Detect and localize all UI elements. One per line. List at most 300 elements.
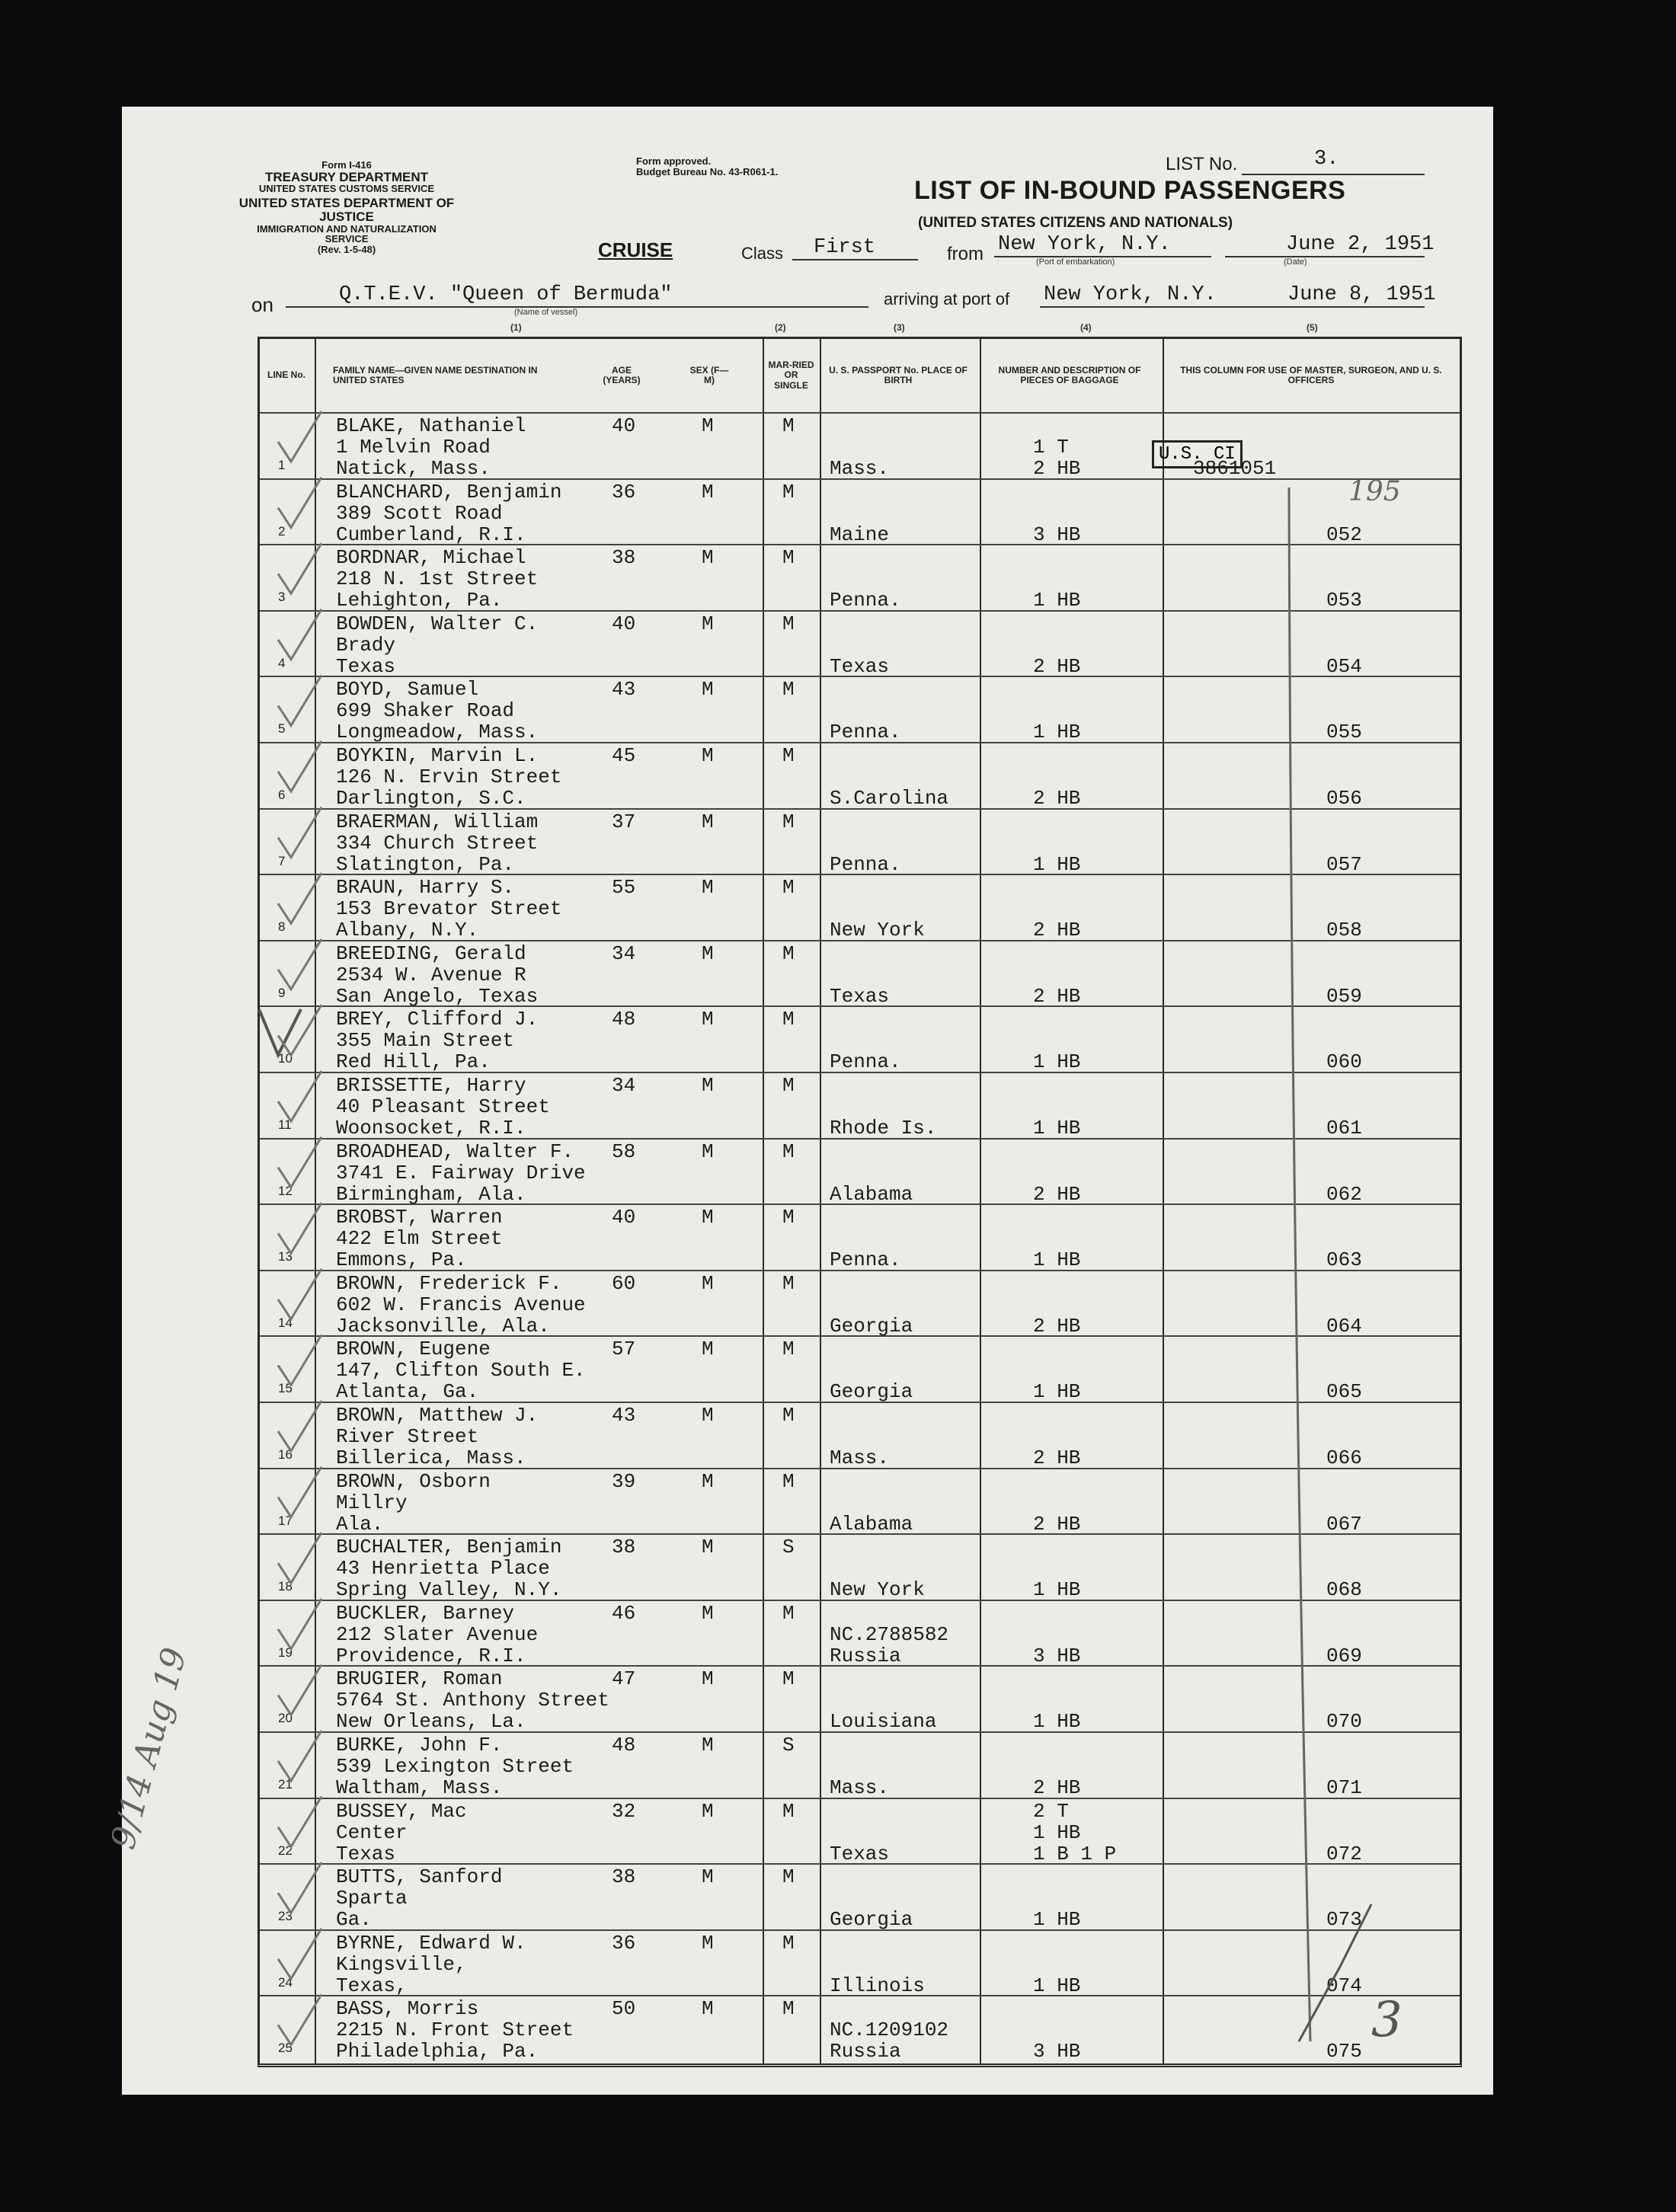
baggage-2: 2 HB	[1033, 457, 1081, 480]
passenger-address-1: Brady	[336, 633, 396, 657]
place-of-birth: Mass.	[830, 457, 890, 480]
vessel-name: Q.T.E.V. "Queen of Bermuda"	[339, 283, 673, 306]
passenger-marital-status: M	[782, 1140, 795, 1163]
passenger-sex: M	[702, 744, 714, 767]
place-of-birth: Rhode Is.	[830, 1117, 937, 1140]
form-number: Form I-416	[321, 159, 372, 171]
line-number: 7	[278, 853, 286, 868]
place-of-birth: Russia	[830, 1644, 901, 1667]
baggage-1: 2 T	[1033, 1799, 1069, 1823]
handwritten-mark: 3	[1371, 1992, 1403, 2048]
passenger-sex: M	[702, 1799, 714, 1823]
passenger-sex: M	[702, 1601, 714, 1625]
line-number: 16	[278, 1447, 293, 1462]
passenger-address-1: Center	[336, 1820, 408, 1844]
passenger-address-2: Texas	[336, 1842, 396, 1865]
check-mark	[278, 1797, 321, 1847]
passenger-address-1: 355 Main Street	[336, 1029, 515, 1053]
line-number: 15	[278, 1381, 293, 1396]
passenger-age: 47	[612, 1667, 636, 1691]
passenger-name: BORDNAR, Michael	[336, 546, 526, 570]
passenger-address-2: Texas	[336, 654, 396, 678]
passenger-address-1: 602 W. Francis Avenue	[336, 1293, 586, 1316]
passenger-sex: M	[702, 876, 714, 900]
passenger-sex: M	[702, 1997, 714, 2021]
passenger-name: BROWN, Frederick F.	[336, 1271, 562, 1295]
passenger-name: BUCHALTER, Benjamin	[336, 1536, 562, 1559]
check-mark	[278, 1731, 321, 1781]
class-label: Class	[741, 244, 784, 263]
passenger-age: 34	[612, 941, 636, 965]
col-baggage: NUMBER AND DESCRIPTION OF PIECES OF BAGGAGE	[998, 364, 1141, 385]
place-of-birth: Louisiana	[830, 1710, 937, 1734]
baggage-2: 1 HB	[1033, 1117, 1081, 1140]
check-mark	[278, 478, 321, 528]
baggage-2: 2 HB	[1033, 654, 1081, 678]
passenger-address-1: 212 Slater Avenue	[336, 1622, 539, 1646]
place-of-birth: Mass.	[830, 1446, 890, 1469]
passenger-marital-status: S	[782, 1734, 795, 1756]
place-of-birth: New York	[830, 1578, 925, 1602]
passenger-address-1: 153 Brevator Street	[336, 897, 562, 921]
officer-number: 055	[1326, 721, 1362, 744]
passenger-name: BROADHEAD, Walter F.	[336, 1140, 574, 1163]
baggage-2: 1 HB	[1033, 1974, 1081, 1997]
passenger-marital-status: M	[782, 414, 795, 437]
baggage-2: 1 HB	[1033, 1248, 1081, 1272]
manifest-sheet	[103, 107, 1493, 2095]
budget-number: Budget Bureau No. 43-R061-1.	[636, 165, 779, 177]
check-mark	[278, 939, 321, 989]
baggage-2: 2 HB	[1033, 1446, 1081, 1469]
passenger-address-1: 334 Church Street	[336, 831, 539, 855]
passenger-address-2: Waltham, Mass.	[336, 1776, 503, 1799]
col-officers: THIS COLUMN FOR USE OF MASTER, SURGEON, AND U. S. OFFICERS	[1180, 364, 1442, 385]
passenger-address-2: Lehighton, Pa.	[336, 589, 503, 612]
passenger-age: 40	[612, 1206, 636, 1229]
passenger-address-2: Emmons, Pa.	[336, 1248, 467, 1272]
check-mark	[278, 1533, 321, 1583]
check-mark	[278, 1467, 321, 1517]
line-number: 21	[278, 1777, 293, 1792]
revision: (Rev. 1-5-48)	[317, 244, 376, 256]
passenger-address-2: Darlington, S.C.	[336, 787, 526, 810]
check-mark	[278, 543, 321, 593]
check-mark	[278, 1664, 321, 1715]
passenger-address-1: 5764 St. Anthony Street	[336, 1689, 609, 1712]
officer-number: 068	[1326, 1578, 1362, 1602]
passenger-address-2: Birmingham, Ala.	[336, 1182, 526, 1206]
passenger-name: BROWN, Eugene	[336, 1338, 491, 1361]
passenger-name: BOYD, Samuel	[336, 678, 479, 702]
passenger-sex: M	[702, 1140, 714, 1163]
place-of-birth: Texas	[830, 654, 890, 678]
officer-number: 067	[1326, 1512, 1362, 1536]
passenger-address-2: Ala.	[336, 1512, 384, 1536]
passenger-sex: M	[702, 1008, 714, 1031]
passenger-age: 39	[612, 1469, 636, 1493]
place-of-birth: Penna.	[830, 1248, 901, 1272]
passenger-name: BRUGIER, Roman	[336, 1667, 503, 1691]
passenger-sex: M	[702, 546, 714, 570]
officer-number: 058	[1326, 919, 1362, 942]
officer-number: 065	[1326, 1380, 1362, 1404]
citizenship-stamp: U.S. CI	[1152, 440, 1243, 468]
customs-service: UNITED STATES CUSTOMS SERVICE	[258, 183, 435, 195]
passenger-age: 37	[612, 810, 636, 833]
line-number: 14	[278, 1315, 293, 1330]
passenger-marital-status: M	[782, 1074, 795, 1097]
list-label: LIST No.	[1166, 154, 1238, 174]
place-of-birth: Alabama	[830, 1182, 913, 1206]
passenger-age: 38	[612, 1536, 636, 1559]
passenger-age: 48	[612, 1734, 636, 1756]
passenger-age: 45	[612, 744, 636, 767]
passenger-marital-status: M	[782, 1271, 795, 1295]
officer-number: 062	[1326, 1182, 1362, 1206]
passenger-address-2: San Angelo, Texas	[336, 984, 539, 1008]
passenger-sex: M	[702, 1667, 714, 1691]
officer-number: 054	[1326, 654, 1362, 678]
line-number: 11	[278, 1117, 292, 1132]
passenger-marital-status: M	[782, 1667, 795, 1691]
line-number: 2	[278, 523, 286, 539]
passenger-sex: M	[702, 1931, 714, 1955]
place-of-birth: Penna.	[830, 589, 901, 612]
passenger-sex: M	[702, 612, 714, 635]
passenger-address-1: 389 Scott Road	[336, 501, 503, 525]
passenger-name: BREY, Clifford J.	[336, 1008, 539, 1031]
baggage-2: 1 HB	[1033, 852, 1081, 876]
col-number-1: (1)	[510, 322, 522, 333]
officer-number: 070	[1326, 1710, 1362, 1734]
col-married: MAR-RIED OR SINGLE	[768, 360, 814, 391]
passenger-marital-status: M	[782, 480, 795, 503]
passenger-address-1: 3741 E. Fairway Drive	[336, 1161, 586, 1184]
passenger-address-1: 43 Henrietta Place	[336, 1557, 550, 1581]
baggage-2: 1 HB	[1033, 1380, 1081, 1404]
line-number: 24	[278, 1974, 293, 1990]
passenger-marital-status: M	[782, 744, 795, 767]
place-of-birth: Maine	[830, 523, 890, 546]
passenger-name: BASS, Morris	[336, 1997, 479, 2021]
line-number: 3	[278, 590, 286, 605]
passenger-address-1: 539 Lexington Street	[336, 1755, 574, 1778]
line-number: 23	[278, 1909, 293, 1924]
place-of-birth: Illinois	[830, 1974, 925, 1997]
passenger-age: 38	[612, 546, 636, 570]
passenger-address-2: Slatington, Pa.	[336, 852, 515, 876]
line-number: 8	[278, 919, 286, 935]
officer-number: 075	[1326, 2040, 1362, 2063]
passenger-marital-status: M	[782, 546, 795, 570]
passenger-name: BRISSETTE, Harry	[336, 1074, 526, 1097]
passenger-address-2: Albany, N.Y.	[336, 919, 479, 942]
passenger-name: BLANCHARD, Benjamin	[336, 480, 562, 503]
baggage-2: 2 HB	[1033, 919, 1081, 942]
arriving-label: arriving at port of	[884, 289, 1010, 308]
passenger-marital-status: M	[782, 1008, 795, 1031]
place-of-birth: S.Carolina	[830, 787, 949, 810]
passenger-address-1: 218 N. 1st Street	[336, 567, 539, 591]
passenger-address-2: Jacksonville, Ala.	[336, 1314, 550, 1338]
place-of-birth: Mass.	[830, 1776, 890, 1799]
baggage-2: 2 HB	[1033, 1314, 1081, 1338]
passenger-name: BREEDING, Gerald	[336, 941, 526, 965]
arrival-port: New York, N.Y.	[1044, 283, 1217, 306]
line-number: 1	[278, 458, 286, 472]
col-passport: U. S. PASSPORT No. PLACE OF BIRTH	[829, 364, 968, 385]
vessel-caption: (Name of vessel)	[514, 308, 578, 317]
place-of-birth: Texas	[830, 1842, 890, 1865]
line-number: 19	[278, 1645, 293, 1660]
handwritten-count: 195	[1348, 476, 1401, 507]
passenger-address-1: Kingsville,	[336, 1952, 467, 1976]
passenger-age: 34	[612, 1074, 636, 1097]
passenger-sex: M	[702, 1469, 714, 1493]
place-of-birth: Penna.	[830, 852, 901, 876]
check-mark	[278, 1137, 321, 1188]
passenger-address-1: Millry	[336, 1491, 408, 1514]
passenger-name: BYRNE, Edward W.	[336, 1931, 526, 1955]
passenger-age: 60	[612, 1271, 636, 1295]
line-number: 22	[278, 1843, 293, 1858]
passenger-marital-status: M	[782, 678, 795, 702]
baggage-2: 1 HB	[1033, 589, 1081, 612]
passenger-marital-status: M	[782, 941, 795, 965]
arrival-date: June 8, 1951	[1287, 283, 1436, 306]
passenger-age: 48	[612, 1008, 636, 1031]
class-value: First	[814, 236, 876, 259]
passenger-address-1: 1 Melvin Road	[336, 436, 491, 459]
from-port-caption: (Port of embarkation)	[1036, 257, 1115, 267]
col-age: AGE (YEARS)	[603, 364, 641, 385]
officer-number: 053	[1326, 589, 1362, 612]
baggage-2: 2 HB	[1033, 984, 1081, 1008]
passenger-address-2: Ga.	[336, 1908, 372, 1932]
cruise-label: CRUISE	[598, 238, 673, 261]
check-mark	[278, 741, 321, 791]
passenger-name: BRAERMAN, William	[336, 810, 539, 833]
passenger-age: 43	[612, 678, 636, 702]
officer-number: 059	[1326, 984, 1362, 1008]
line-number: 20	[278, 1711, 293, 1726]
passenger-name: BROWN, Osborn	[336, 1469, 491, 1493]
baggage-2: 2 HB	[1033, 787, 1081, 810]
check-mark	[278, 1599, 321, 1649]
check-mark	[278, 609, 321, 660]
passenger-address-2: Red Hill, Pa.	[336, 1050, 491, 1074]
check-mark	[278, 411, 321, 462]
passenger-marital-status: M	[782, 1997, 795, 2021]
baggage-2: 1 HB	[1033, 1050, 1081, 1074]
list-number: 3.	[1314, 148, 1339, 171]
line-number: 17	[278, 1513, 293, 1528]
place-of-birth: Alabama	[830, 1512, 913, 1536]
passenger-name: BROBST, Warren	[336, 1206, 503, 1229]
passenger-address-1: 126 N. Ervin Street	[336, 766, 562, 788]
check-mark	[278, 1929, 321, 1979]
passenger-age: 43	[612, 1404, 636, 1427]
passenger-sex: M	[702, 1734, 714, 1756]
passenger-age: 55	[612, 876, 636, 900]
passenger-name: BOYKIN, Marvin L.	[336, 744, 539, 767]
passenger-marital-status: M	[782, 876, 795, 900]
passenger-address-2: Providence, R.I.	[336, 1644, 526, 1667]
form-subtitle: (UNITED STATES CITIZENS AND NATIONALS)	[918, 215, 1233, 231]
baggage-2: 1 HB	[1033, 1908, 1081, 1932]
passenger-address-2: Atlanta, Ga.	[336, 1380, 479, 1404]
line-number: 4	[278, 655, 286, 670]
passenger-marital-status: S	[782, 1536, 795, 1559]
handwritten-margin-note: 9/14 Aug 19	[103, 1643, 195, 1854]
from-label: from	[947, 244, 984, 264]
place-of-birth: Georgia	[830, 1380, 913, 1404]
col-sex: SEX (F—M)	[689, 364, 729, 385]
passenger-address-1: 2534 W. Avenue R	[336, 963, 526, 986]
ins-service: IMMIGRATION AND NATURALIZATION SERVICE	[257, 222, 437, 245]
officer-number: 073	[1326, 1908, 1362, 1932]
passenger-address-2: Texas,	[336, 1974, 408, 1997]
check-mark	[278, 873, 321, 923]
check-mark	[278, 1071, 321, 1121]
passenger-sex: M	[702, 1271, 714, 1295]
passenger-marital-status: M	[782, 1601, 795, 1625]
passenger-sex: M	[702, 941, 714, 965]
passenger-marital-status: M	[782, 1206, 795, 1229]
passenger-address-2: Spring Valley, N.Y.	[336, 1578, 562, 1602]
baggage-3: 1 B 1 P	[1033, 1842, 1117, 1865]
line-number: 13	[278, 1249, 293, 1264]
passenger-address-2: Billerica, Mass.	[336, 1446, 526, 1469]
place-of-birth: Georgia	[830, 1908, 913, 1932]
officer-number: 052	[1326, 523, 1362, 546]
passenger-address-1: 147, Clifton South E.	[336, 1359, 586, 1382]
col-number-3: (3)	[894, 322, 905, 333]
place-of-birth: Russia	[830, 2040, 901, 2063]
line-number: 18	[278, 1579, 293, 1594]
baggage-2: 1 HB	[1033, 1820, 1081, 1844]
from-date: June 2, 1951	[1286, 233, 1435, 256]
passenger-name: BOWDEN, Walter C.	[336, 612, 539, 635]
passenger-address-1: Sparta	[336, 1887, 408, 1910]
passenger-sex: M	[702, 414, 714, 437]
officer-number: 057	[1326, 852, 1362, 876]
passenger-marital-status: M	[782, 612, 795, 635]
passenger-address-2: Woonsocket, R.I.	[336, 1117, 526, 1140]
officer-number: 060	[1326, 1050, 1362, 1074]
passenger-address-1: 699 Shaker Road	[336, 699, 515, 723]
passenger-name: BLAKE, Nathaniel	[336, 414, 526, 437]
baggage-2: 2 HB	[1033, 1182, 1081, 1206]
line-number: 10	[278, 1051, 293, 1066]
passenger-sex: M	[702, 1404, 714, 1427]
officer-number: 056	[1326, 787, 1362, 810]
passenger-marital-status: M	[782, 1338, 795, 1361]
place-of-birth: Georgia	[830, 1314, 913, 1338]
passenger-address-1: 422 Elm Street	[336, 1227, 503, 1251]
passenger-sex: M	[702, 1536, 714, 1559]
passenger-address-1: 40 Pleasant Street	[336, 1095, 550, 1118]
baggage-2: 3 HB	[1033, 1644, 1081, 1667]
col-name: FAMILY NAME—GIVEN NAME DESTINATION IN UNITED STATES	[333, 364, 538, 385]
line-number: 6	[278, 788, 286, 802]
place-of-birth: New York	[830, 919, 925, 942]
line-number: 5	[278, 721, 286, 737]
check-mark	[278, 1862, 321, 1913]
col-number-4: (4)	[1080, 322, 1092, 333]
passenger-marital-status: M	[782, 1469, 795, 1493]
check-mark	[278, 1335, 321, 1385]
passenger-marital-status: M	[782, 1865, 795, 1889]
check-mark	[278, 807, 321, 858]
row-check-marks	[122, 107, 1493, 2095]
col-number-2: (2)	[775, 322, 786, 333]
officer-number: 069	[1326, 1644, 1362, 1667]
check-mark	[278, 1203, 321, 1253]
line-number: 25	[278, 2041, 293, 2056]
passenger-address-1: River Street	[336, 1425, 479, 1448]
passenger-name: BUCKLER, Barney	[336, 1601, 515, 1625]
col-number-5: (5)	[1307, 322, 1318, 333]
on-label: on	[251, 293, 273, 316]
passenger-address-2: Natick, Mass.	[336, 457, 491, 480]
passenger-address-1: 2215 N. Front Street	[336, 2019, 574, 2042]
officer-number: 074	[1326, 1974, 1362, 1997]
passenger-name: BUSSEY, Mac	[336, 1799, 467, 1823]
baggage-2: 2 HB	[1033, 1512, 1081, 1536]
passenger-name: BRAUN, Harry S.	[336, 876, 515, 900]
baggage-2: 1 HB	[1033, 1578, 1081, 1602]
passport-number: NC.2788582	[830, 1622, 949, 1646]
justice-dept: UNITED STATES DEPARTMENT OF JUSTICE	[238, 196, 455, 224]
passport-number: NC.1209102	[830, 2019, 949, 2042]
place-of-birth: Texas	[830, 984, 890, 1008]
passenger-age: 38	[612, 1865, 636, 1889]
passenger-address-2: Philadelphia, Pa.	[336, 2040, 539, 2063]
line-number: 9	[278, 985, 286, 1000]
passenger-age: 57	[612, 1338, 636, 1361]
passenger-address-2: New Orleans, La.	[336, 1710, 526, 1734]
passenger-age: 36	[612, 480, 636, 503]
form-approved: Form approved.	[636, 155, 712, 167]
officer-number: 071	[1326, 1776, 1362, 1799]
check-mark	[278, 1401, 321, 1451]
baggage-2: 2 HB	[1033, 1776, 1081, 1799]
from-port: New York, N.Y.	[998, 233, 1171, 256]
place-of-birth: Penna.	[830, 721, 901, 744]
passenger-address-2: Longmeadow, Mass.	[336, 721, 539, 744]
officer-number: 064	[1326, 1314, 1362, 1338]
place-of-birth: Penna.	[830, 1050, 901, 1074]
passenger-name: BROWN, Matthew J.	[336, 1404, 539, 1427]
form-title: LIST OF IN-BOUND PASSENGERS	[914, 176, 1346, 205]
passenger-age: 40	[612, 612, 636, 635]
passenger-address-2: Cumberland, R.I.	[336, 523, 526, 546]
baggage-2: 1 HB	[1033, 1710, 1081, 1734]
check-mark	[278, 1269, 321, 1319]
passenger-age: 32	[612, 1799, 636, 1823]
passenger-marital-status: M	[782, 1404, 795, 1427]
officer-number: 072	[1326, 1842, 1362, 1865]
line-number: 12	[278, 1183, 293, 1198]
officer-number: 063	[1326, 1248, 1362, 1272]
officer-number: 3861051	[1193, 457, 1277, 480]
date-caption: (Date)	[1284, 257, 1307, 267]
passenger-sex: M	[702, 810, 714, 833]
passenger-age: 50	[612, 1997, 636, 2021]
baggage-1: 1 T	[1033, 436, 1069, 459]
